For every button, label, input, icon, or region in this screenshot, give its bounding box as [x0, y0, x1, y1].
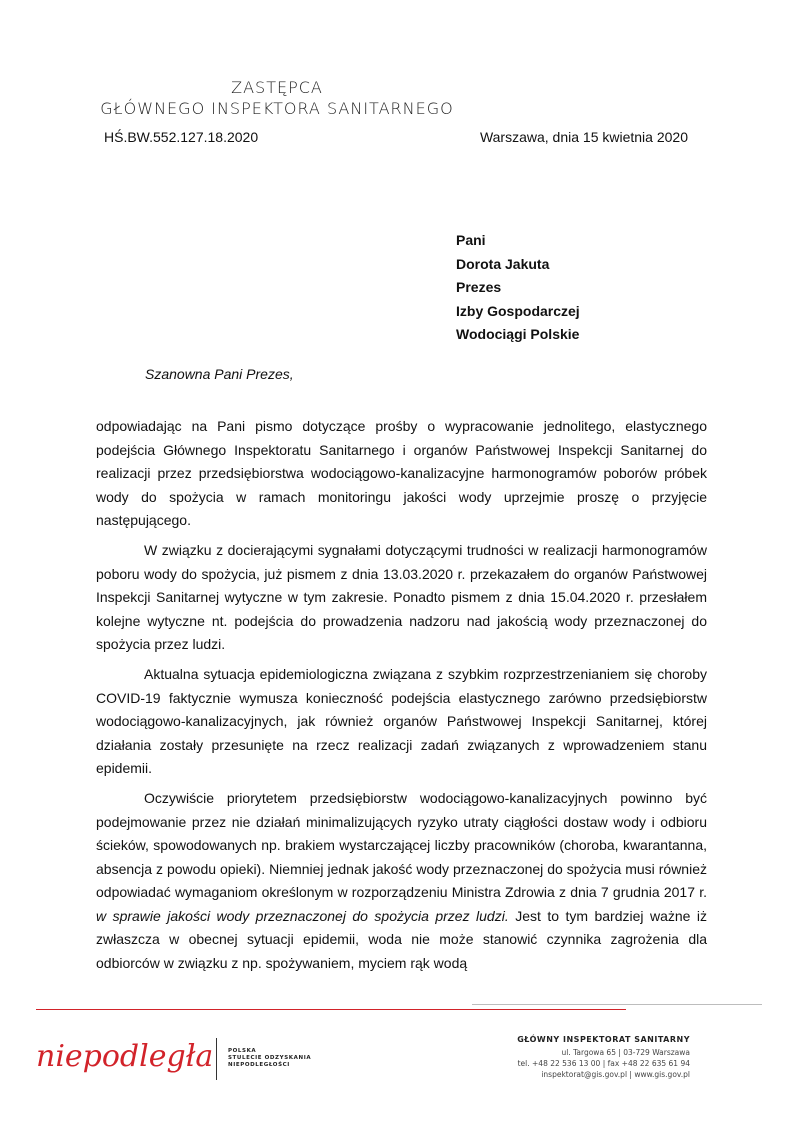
logo-divider — [216, 1038, 217, 1080]
letterhead-title-line2: GŁÓWNEGO INSPEKTORA SANITARNEGO — [100, 99, 454, 118]
recipient-block — [456, 229, 580, 347]
centenary-label — [228, 1048, 311, 1069]
centenary-line: POLSKA — [228, 1048, 257, 1054]
recipient-line: Prezes — [456, 279, 502, 295]
salutation: Szanowna Pani Prezes, — [145, 366, 294, 382]
footer-address: ul. Targowa 65 | 03-729 Warszawa — [561, 1048, 690, 1057]
letterhead-title-line1: ZASTĘPCA — [231, 78, 323, 97]
footer-phones: tel. +48 22 536 13 00 | fax +48 22 635 61 94 — [517, 1059, 690, 1068]
reference-number: HŚ.BW.552.127.18.2020 — [104, 129, 259, 145]
footer-divider-gray — [472, 1004, 762, 1005]
letter-body — [96, 415, 707, 982]
footer-org-name: GŁÓWNY INSPEKTORAT SANITARNY — [517, 1035, 690, 1044]
niepodlegla-logo — [34, 1030, 214, 1080]
recipient-line: Pani — [456, 232, 486, 248]
body-paragraph-text: Oczywiście priorytetem przedsiębiorstw wodociągowo-kanalizacyjnych powinno być podejmowanie przez nie działań minimalizujących ryzyko utraty ciągłości dostaw wody i odbioru ścieków, spowodowanych np. brakiem wystarczającej liczby pracowników (choroba, kwarantanna, absencja z powodu opieki). Niemniej jednak jakość wody przeznaczonej do spożycia musi również odpowiadać wymaganiom określonym w rozporządzeniu Ministra Zdrowia z dnia 7 grudnia 2017 r. — [96, 789, 707, 901]
body-paragraph-text: Jest to tym bardziej ważne iż zwłaszcza w obecnej sytuacji epidemii, woda nie może stanowić czynnika zagrożenia dla odbiorców w związku z np. spożywaniem, myciem rąk wodą — [96, 907, 707, 972]
body-paragraph: odpowiadając na Pani pismo dotyczące prośby o wypracowanie jednolitego, elastycznego podejścia Głównego Inspektoratu Sanitarnego i organów Państwowej Inspekcji Sanitarnej do realizacji przez przedsiębiorstwa wodociągowo-kanalizacyjne harmonogramów poborów próbek wody do spożycia w ramach monitoringu jakości wody uprzejmie proszę o przyjęcie następującego. — [96, 418, 707, 529]
recipient-line: Wodociągi Polskie — [456, 326, 580, 342]
letterhead-title — [97, 78, 457, 120]
body-paragraph: W związku z docierającymi sygnałami dotyczącymi trudności w realizacji harmonogramów poboru wody do spożycia, już pismem z dnia 13.03.2020 r. przekazałem do organów Państwowej Inspekcji Sanitarnej wytyczne w tym zakresie. Ponadto pismem z dnia 15.04.2020 r. przesłałem kolejne wytyczne nt. podejścia do prowadzenia nadzoru nad jakością wody przeznaczonej do spożycia przez ludzi. — [96, 541, 707, 653]
footer-divider-red — [36, 1009, 626, 1010]
body-paragraph — [96, 787, 707, 976]
regulation-title: w sprawie jakości wody przeznaczonej do spożycia przez ludzi. — [96, 907, 509, 924]
footer-contact-links: inspektorat@gis.gov.pl | www.gis.gov.pl — [541, 1070, 690, 1079]
recipient-line: Izby Gospodarczej — [456, 302, 580, 319]
body-paragraph: Aktualna sytuacja epidemiologiczna związana z szybkim rozprzestrzenianiem się choroby COVID-19 faktycznie wymusza konieczność podejścia elastycznego zarówno przedsiębiorstw wodociągowo-kanalizacyjnych, jak również organów Państwowej Inspekcji Sanitarnej, której działania zostały przesunięte na rzecz realizacji zadań związanych z wprowadzeniem stanu epidemii. — [96, 665, 707, 777]
footer-contact — [517, 1035, 690, 1080]
logo-script-text: niepodległa — [36, 1039, 214, 1074]
recipient-line: Dorota Jakuta — [456, 255, 550, 272]
letter-date: Warszawa, dnia 15 kwietnia 2020 — [479, 129, 688, 145]
centenary-line: NIEPODLEGŁOŚCI — [228, 1062, 290, 1068]
centenary-line: STULECIE ODZYSKANIA — [228, 1055, 312, 1061]
